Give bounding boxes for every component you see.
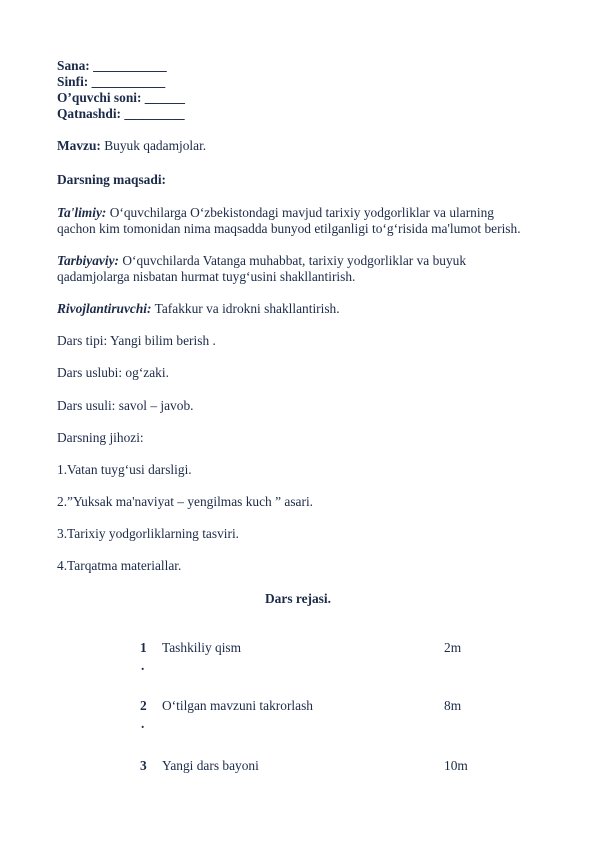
talimiy-line-1 <box>57 205 494 221</box>
reja-number-dot: . <box>141 658 145 673</box>
reja-row <box>0 758 596 792</box>
reja-heading: Dars rejasi. <box>265 591 331 606</box>
rivojlantiruvchi-label: Rivojlantiruvchi: <box>57 301 152 316</box>
tarbiyaviy-label: Tarbiyaviy: <box>57 253 119 268</box>
tarbiyaviy-line-1 <box>57 253 466 269</box>
reja-time: 2m <box>444 640 462 655</box>
mavzu-label: Mavzu: <box>57 138 101 153</box>
maqsad-heading: Darsning maqsadi: <box>57 172 167 187</box>
rivojlantiruvchi-text: Tafakkur va idrokni shakllantirish. <box>151 301 340 316</box>
dars-uslubi: Dars uslubi: og‘zaki. <box>57 365 169 380</box>
jihozi-heading: Darsning jihozi: <box>57 430 144 445</box>
talimiy-text-1: O‘quvchilarga O‘zbekistondagi mavjud tarixiy yodgorliklar va ularning <box>106 205 494 220</box>
reja-task: Tashkiliy qism <box>162 640 242 655</box>
rivojlantiruvchi-line <box>57 301 340 317</box>
reja-time: 8m <box>444 698 462 713</box>
qatnashdi-field: Qatnashdi: _________ <box>57 106 185 121</box>
reja-row <box>0 698 596 732</box>
tarbiyaviy-text-1: O‘quvchilarda Vatanga muhabbat, tarixiy yodgorliklar va buyuk <box>118 253 467 268</box>
dars-tipi: Dars tipi: Yangi bilim berish . <box>57 333 216 348</box>
mavzu-line <box>57 138 206 154</box>
sinfi-field: Sinfi: ___________ <box>57 74 166 89</box>
reja-number-dot: . <box>141 716 145 731</box>
reja-number: 1 <box>140 640 147 655</box>
mavzu-value: Buyuk qadamjolar. <box>100 138 207 153</box>
reja-task: O‘tilgan mavzuni takrorlash <box>162 698 313 713</box>
talimiy-line-2: qachon kim tomonidan nima maqsadda bunyod etilganligi to‘g‘risida ma'lumot berish. <box>57 221 521 236</box>
jihoz-item: 1.Vatan tuyg‘usi darsligi. <box>57 462 192 477</box>
jihoz-item: 2.”Yuksak ma'naviyat – yengilmas kuch ” asari. <box>57 494 314 509</box>
reja-number: 2 <box>140 698 147 713</box>
oquvchi-soni-field: O’quvchi soni: ______ <box>57 90 185 105</box>
reja-row <box>0 640 596 674</box>
dars-usuli: Dars usuli: savol – javob. <box>57 398 194 413</box>
jihoz-item: 4.Tarqatma materiallar. <box>57 558 182 573</box>
sana-field: Sana: ___________ <box>57 58 167 73</box>
reja-number: 3 <box>140 758 147 773</box>
talimiy-label: Ta'limiy: <box>57 205 107 220</box>
reja-time: 10m <box>444 758 468 773</box>
reja-task: Yangi dars bayoni <box>162 758 259 773</box>
jihoz-item: 3.Tarixiy yodgorliklarning tasviri. <box>57 526 240 541</box>
tarbiyaviy-line-2: qadamjolarga nisbatan hurmat tuyg‘usini shakllantirish. <box>57 269 356 284</box>
